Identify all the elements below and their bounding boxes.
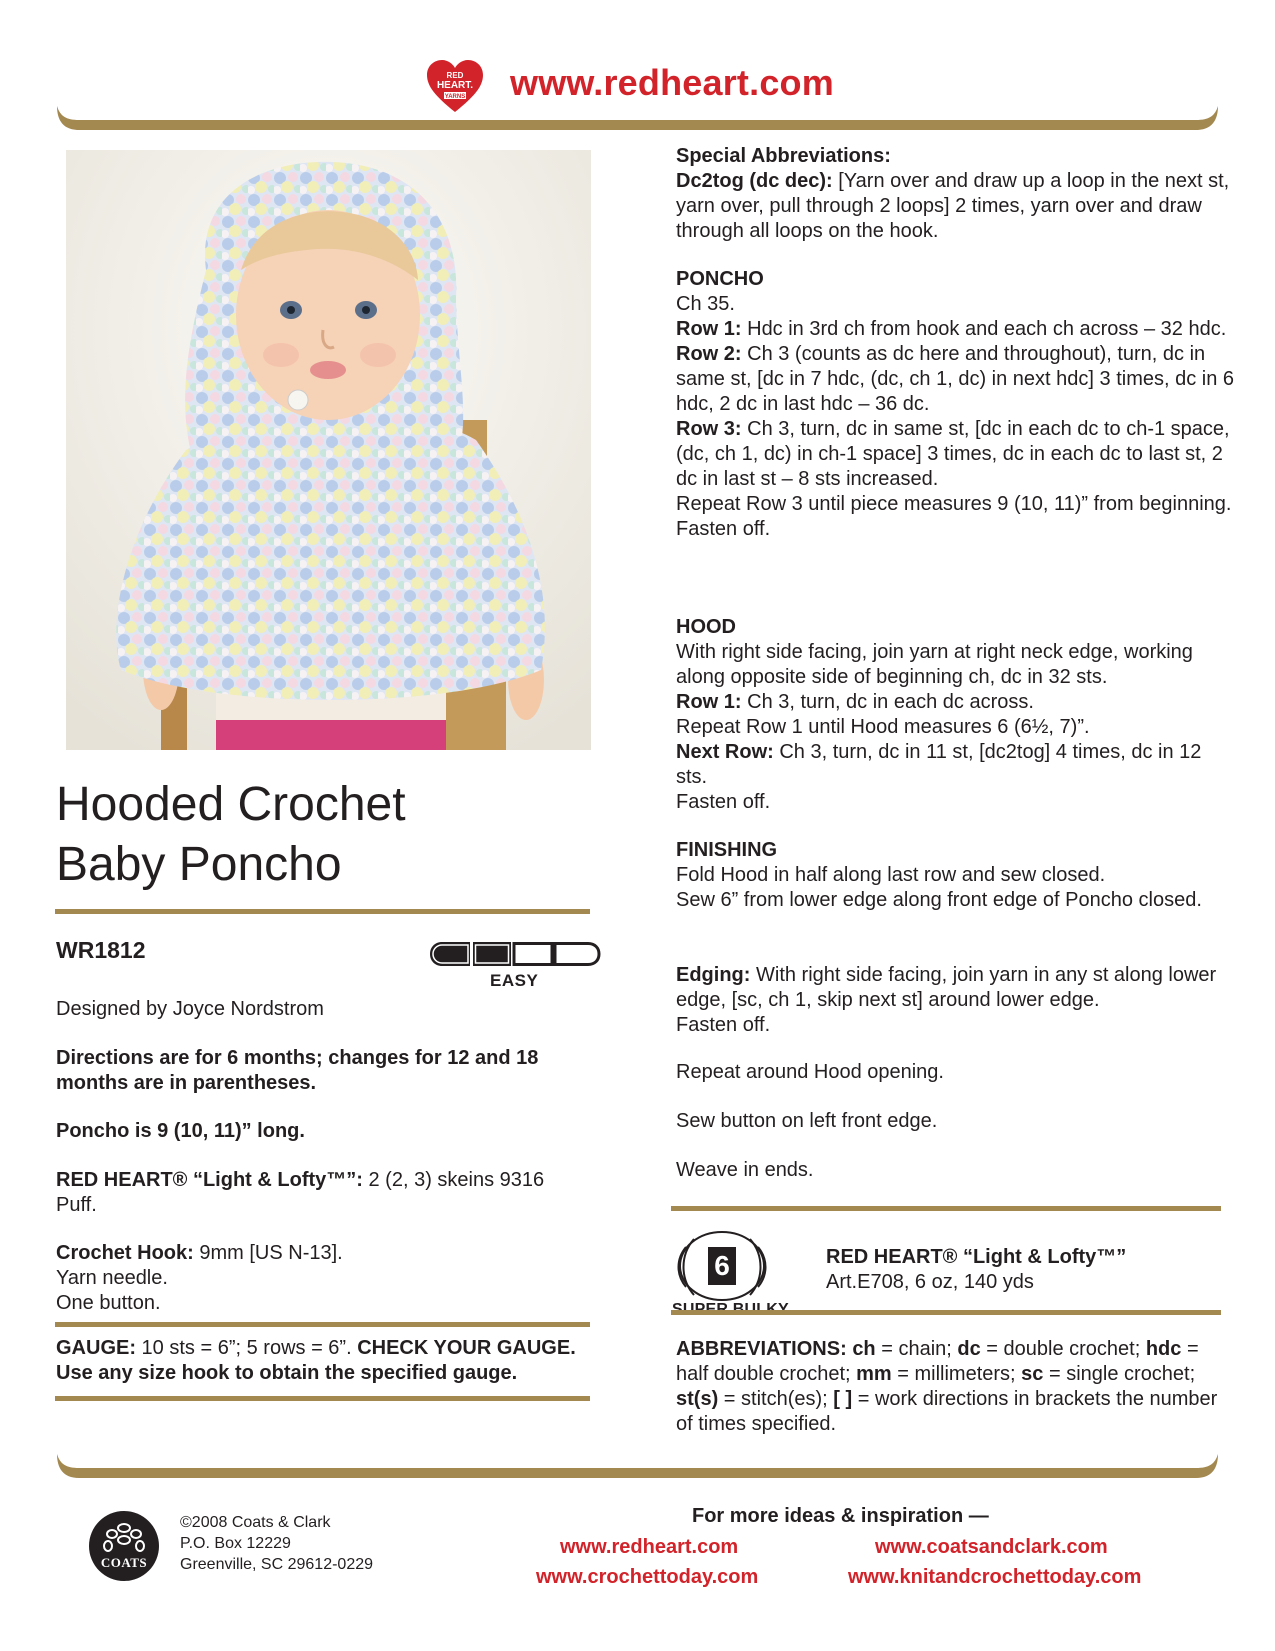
hood-next: Ch 3, turn, dc in 11 st, [dc2tog] 4 times, dc in 12 sts. — [676, 741, 1202, 788]
abbrev-term: mm — [856, 1363, 892, 1385]
left-divider-1 — [55, 909, 590, 914]
footer-po-box: P.O. Box 12229 — [180, 1535, 291, 1552]
poncho-row1: Hdc in 3rd ch from hook and each ch across – 32 hdc. — [741, 318, 1227, 340]
site-url-link[interactable]: www.redheart.com — [510, 62, 834, 103]
hood-heading: HOOD — [676, 616, 736, 638]
abbrev-def: = work directions in brackets the number of times specified. — [676, 1388, 1218, 1435]
poncho-repeat: Repeat Row 3 until piece measures 9 (10, 11)” from beginning. — [676, 493, 1232, 515]
footer-copyright: ©2008 Coats & Clark — [180, 1514, 331, 1531]
skill-level-indicator — [428, 940, 603, 996]
title-line-2: Baby Poncho — [56, 838, 342, 891]
footer-cta: For more ideas & inspiration — — [692, 1505, 989, 1527]
right-divider-2 — [671, 1310, 1221, 1315]
footer-link-coatsandclark[interactable]: www.coatsandclark.com — [875, 1536, 1108, 1558]
pattern-code: WR1812 — [56, 937, 146, 963]
finishing-2: Sew 6” from lower edge along front edge of Poncho closed. — [676, 889, 1202, 911]
yarn-materials — [56, 1168, 576, 1218]
length-note: Poncho is 9 (10, 11)” long. — [56, 1120, 305, 1142]
title-line-1: Hooded Crochet — [56, 778, 406, 831]
left-divider-3 — [55, 1396, 590, 1401]
button-material: One button. — [56, 1292, 161, 1314]
footer-divider — [55, 1454, 1220, 1484]
poncho-heading: PONCHO — [676, 268, 764, 290]
abbrev-heading: ABBREVIATIONS: — [676, 1338, 847, 1360]
poncho-ch: Ch 35. — [676, 293, 735, 315]
weave-ends: Weave in ends. — [676, 1159, 814, 1181]
abbrev-def: = stitch(es); — [718, 1388, 834, 1410]
svg-text:RED: RED — [446, 71, 464, 80]
yarn-label: RED HEART® “Light & Lofty™”: — [56, 1169, 363, 1191]
hood-section — [676, 615, 1236, 815]
yarn-needle: Yarn needle. — [56, 1267, 168, 1289]
yarn-amount: 2 (2, 3) skeins 9316 Puff. — [56, 1169, 545, 1216]
hood-row1: Ch 3, turn, dc in each dc across. — [741, 691, 1034, 713]
edging-fasten: Fasten off. — [676, 1014, 771, 1036]
gauge-text: 10 sts = 6”; 5 rows = 6”. — [136, 1337, 358, 1359]
poncho-section — [676, 267, 1236, 542]
poncho-row2: Ch 3 (counts as dc here and throughout), turn, dc in same st, [dc in 7 hdc, (dc, ch 1, dc) in next hdc] 3 times, dc in 6 hdc, 2 dc in last hdc – 36 dc. — [676, 343, 1235, 415]
footer-link-redheart[interactable]: www.redheart.com — [560, 1536, 739, 1558]
header-divider — [55, 106, 1220, 136]
hood-fasten: Fasten off. — [676, 791, 771, 813]
designer-credit: Designed by Joyce Nordstrom — [56, 998, 324, 1020]
abbrev-term: st(s) — [676, 1388, 719, 1410]
poncho-row3: Ch 3, turn, dc in same st, [dc in each dc to ch-1 space, (dc, ch 1, dc) in ch-1 space] 3 times, dc in each dc to last st, 2 dc in last st – 8 sts increased. — [676, 418, 1230, 490]
hook-size: 9mm [US N-13]. — [193, 1242, 343, 1264]
dc2tog-label: Dc2tog (dc dec): — [676, 170, 833, 192]
hood-next-label: Next Row: — [676, 741, 774, 763]
yarn-weight-symbol — [672, 1229, 782, 1321]
yarn-article: Art.E708, 6 oz, 140 yds — [826, 1271, 1034, 1293]
coats-logo[interactable] — [88, 1510, 160, 1582]
yarn-weight-number: 6 — [714, 1250, 730, 1281]
yarn-info — [826, 1245, 1126, 1295]
abbrev-term: sc — [1021, 1363, 1044, 1385]
gauge-check: CHECK YOUR GAUGE. Use any size hook to obtain the specified gauge. — [56, 1337, 576, 1384]
footer-city: Greenville, SC 29612-0229 — [180, 1556, 374, 1573]
abbrev-term: dc — [957, 1338, 981, 1360]
footer-link-crochettoday[interactable]: www.crochettoday.com — [536, 1566, 759, 1588]
hood-row1-label: Row 1: — [676, 691, 742, 713]
svg-text:HEART.: HEART. — [436, 80, 474, 91]
baby-poncho-photo — [66, 150, 591, 750]
hook-label: Crochet Hook: — [56, 1242, 194, 1264]
hook-materials — [56, 1241, 616, 1316]
yarn-name: RED HEART® “Light & Lofty™” — [826, 1246, 1127, 1268]
abbrev-term: [ ] — [833, 1388, 853, 1410]
abbrev-def: = chain; — [875, 1338, 958, 1360]
right-divider-1 — [671, 1206, 1221, 1211]
special-abbrev-heading: Special Abbreviations: — [676, 145, 891, 167]
abbreviations-block — [676, 1337, 1226, 1437]
poncho-row3-label: Row 3: — [676, 418, 742, 440]
edging-section — [676, 963, 1236, 1038]
repeat-hood: Repeat around Hood opening. — [676, 1061, 944, 1083]
abbrev-def: = single crochet; — [1043, 1363, 1196, 1385]
abbrev-def: = millimeters; — [891, 1363, 1022, 1385]
coats-logo-text: COATS — [100, 1555, 148, 1570]
footer-address — [180, 1512, 373, 1575]
hood-intro: With right side facing, join yarn at right neck edge, working along opposite side of beginning ch, dc in 32 sts. — [676, 641, 1193, 688]
abbrev-term: hdc — [1145, 1338, 1182, 1360]
sizes-note: Directions are for 6 months; changes for 12 and 18 months are in parentheses. — [56, 1047, 539, 1094]
abbrev-term: ch — [852, 1338, 876, 1360]
poncho-fasten: Fasten off. — [676, 518, 771, 540]
footer-link-knitandcrochettoday[interactable]: www.knitandcrochettoday.com — [848, 1566, 1142, 1588]
finishing-1: Fold Hood in half along last row and sew closed. — [676, 864, 1106, 886]
gauge-label: GAUGE: — [56, 1337, 136, 1359]
svg-text:YARNS: YARNS — [444, 94, 466, 100]
edging-label: Edging: — [676, 964, 751, 986]
special-abbreviations — [676, 144, 1236, 244]
hood-repeat: Repeat Row 1 until Hood measures 6 (6½, 7)”. — [676, 716, 1090, 738]
poncho-row2-label: Row 2: — [676, 343, 742, 365]
edging-text: With right side facing, join yarn in any st along lower edge, [sc, ch 1, skip next st] around lower edge. — [676, 964, 1217, 1011]
finishing-heading: FINISHING — [676, 839, 778, 861]
poncho-row1-label: Row 1: — [676, 318, 742, 340]
skill-level-label: EASY — [490, 971, 539, 990]
skill-level-bar — [430, 942, 599, 966]
left-divider-2 — [55, 1322, 590, 1327]
finishing-section — [676, 838, 1236, 913]
sew-button: Sew button on left front edge. — [676, 1110, 938, 1132]
pattern-title — [56, 775, 406, 895]
abbrev-def: = double crochet; — [980, 1338, 1146, 1360]
dc2tog-text: [Yarn over and draw up a loop in the next st, yarn over, pull through 2 loops] 2 times, yarn over and draw through all loops on the hook. — [676, 170, 1230, 242]
gauge-block — [56, 1336, 591, 1386]
abbrev-def: = half double crochet; — [676, 1338, 1199, 1385]
